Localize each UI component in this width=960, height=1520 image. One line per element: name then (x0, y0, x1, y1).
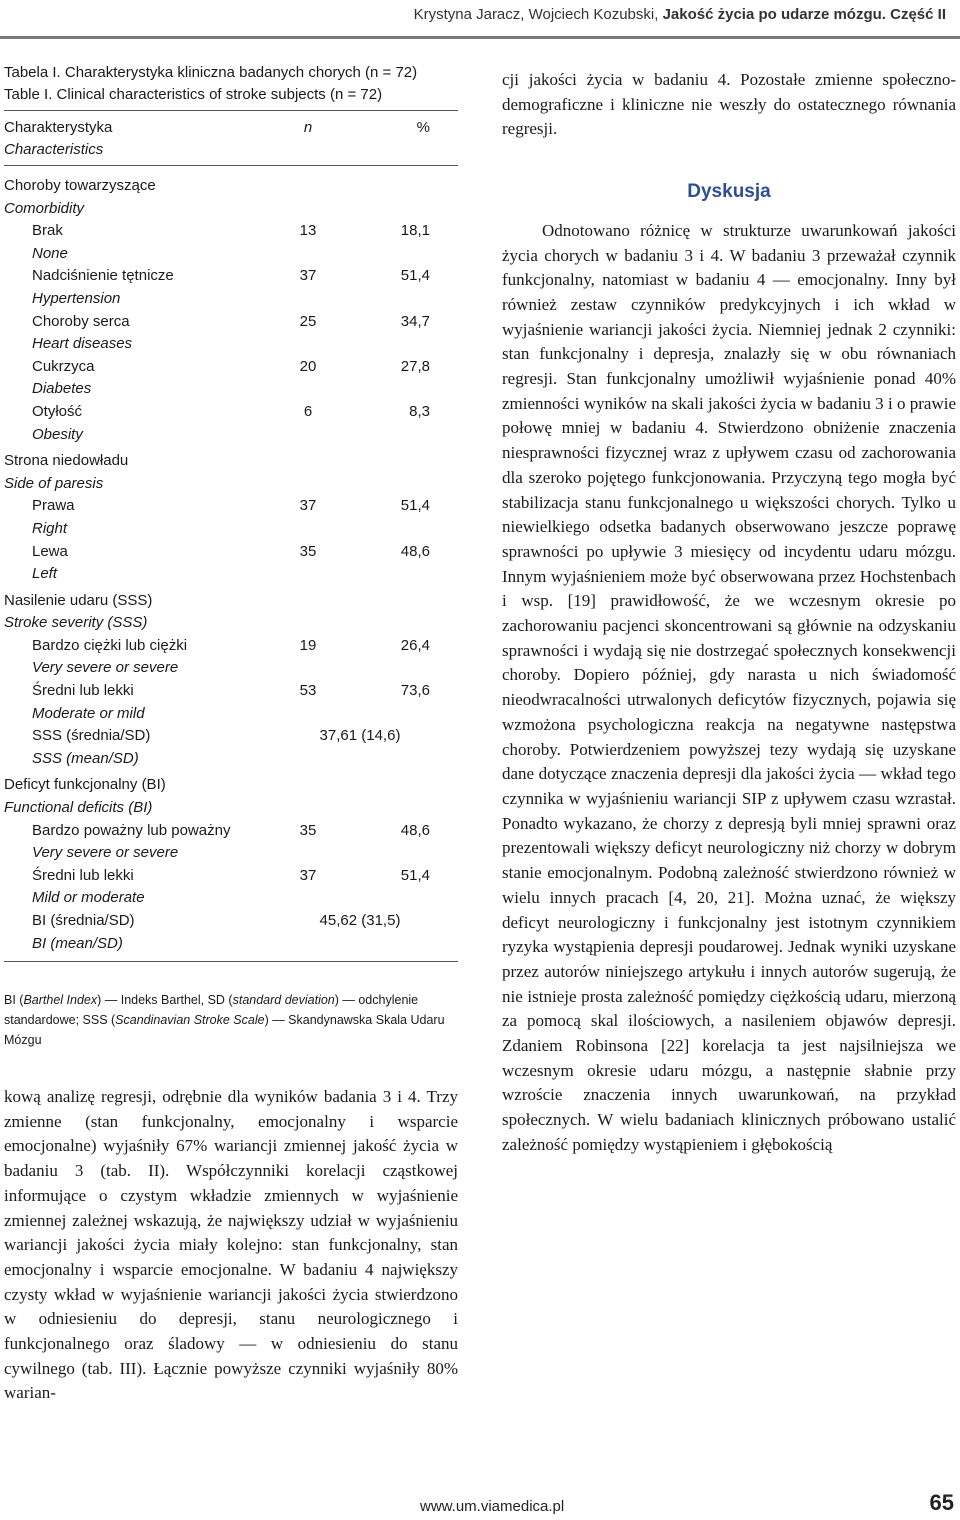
table-row-en: Heart diseases (32, 335, 133, 353)
table-row-en: Obesity (32, 425, 83, 443)
header-title: Jakość życia po udarze mózgu. Część II (662, 6, 946, 23)
table-top-rule (4, 110, 458, 111)
header-rule (0, 36, 960, 39)
running-header (414, 6, 946, 23)
table-bottom-rule (4, 961, 458, 962)
table-row: Otyłość 6 8,3 (32, 402, 430, 420)
group-stroke-severity: Nasilenie udaru (SSS) (4, 591, 153, 609)
table-row-en: Very severe or severe (32, 844, 179, 862)
table-caption-pl: Tabela I. Charakterystyka kliniczna badanych chorych (n = 72) (4, 64, 418, 81)
table-row: Choroby serca 25 34,7 (32, 312, 430, 330)
col-characteristics-en: Characteristics (4, 141, 104, 158)
col-n: n (303, 119, 313, 136)
table-row-en: None (32, 244, 68, 262)
section-title-discussion: Dyskusja (687, 181, 771, 203)
paragraph: Odnotowano różnicę w strukturze uwarunkowań jakości życia chorych w badaniu 3 i 4. W badaniu 3 przeważał czynnik funkcjonalny, natomiast w badaniu 4 — emocjonalny. Inny był również zestaw czynników predykcyjnych i ich wkład w wyjaśnienie wariancji jakości życia. Niemniej jednak 2 czynniki: stan funkcjonalny i depresja, znalazły się w obu równaniach regresji. Stan funkcjonalny umożliwił wyjaśnienie ponad 40% zmienności wyników na skali jakości życia w badaniu 3 i o prawie połowę mniej w badaniu 4. Stwierdzono obniżenie znaczenia niesprawności fizycznej wraz z upływem czasu od zachorowania dla szeroko pojętego funkcjonowania. Przyczyną tego mogła być stabilizacja stanu funkcjonalnego u większości chorych. Tylko u niewielkiego odsetka badanych obserwowano jeszcze poprawę sprawności po upływie 3 miesięcy od incydentu udaru mózgu. Innym wyjaśnieniem może być obserwowana przez Hochstenbach i wsp. [19] prawidłowość, że we wczesnym okresie po zachorowaniu pacjenci skoncentrowani są głównie na odzyskaniu sprawności i wydają się nie dostrzegać społecznych konsekwencji choroby. Dopiero później, gdy narasta u nich świadomość nieodwracalności utrwalonych deficytów fizycznych, pojawia się wzmożona psychologiczna reakcja na negatywne następstwa choroby. Potwierdzeniem powyższej tezy wydają się uzyskane dane dotyczące znaczenia depresji dla jakości życia — wkład tego czynnika w wyjaśnieniu wariancji SIP z upływem czasu wzrastał. Ponadto wykazano, że chorzy z depresją byli mniej sprawni oraz prezentowali większy deficyt neurologiczny niż chorzy w dobrym stanie emocjonalnym. Podobną zależność stwierdzono również w wielu innych pracach [4, 20, 21]. Można uznać, że większy deficyt neurologiczny i funkcjonalny jest istotnym czynnikiem ryzyka wystąpienia depresji poudarowej. Jednak wyniki uzyskane przez autorów niniejszego artykułu i innych autorów sugerują, że nie istnieje prosta zależność pomiędzy ciężkością udaru, mierzoną za pomocą skal ilościowych, a nasileniem objawów depresji. Zdaniem Robinsona [22] korelacja ta jest najsilniejsza we wczesnym okresie udaru mózgu, a następnie słabnie przy wzroście znaczenia innych uwarunkowań, na przykład społecznych. W wielu badaniach klinicznych próbowano ustalić zależność pomiędzy wystąpieniem i głębokością (502, 220, 956, 1154)
table-footnote: BI (Barthel Index) — Indeks Barthel, SD (standard deviation) — odchylenie standardowe; SSS (Scandinavian Stroke Scale) — Skandynawska Skala Udaru Mózgu (4, 993, 445, 1047)
table-row: Średni lub lekki 53 73,6 (32, 682, 430, 700)
group-side-of-paresis: Strona niedowładu (4, 452, 129, 470)
group-functional-deficits: Deficyt funkcjonalny (BI) (4, 776, 166, 794)
group-stroke-severity-en: Stroke severity (SSS) (4, 614, 148, 632)
table-row-en: BI (mean/SD) (32, 934, 123, 952)
footer-url[interactable]: www.um.viamedica.pl (420, 1498, 565, 1515)
table-row: Prawa 37 51,4 (32, 497, 430, 515)
table-row-en: Mild or moderate (32, 889, 145, 907)
col-percent: % (416, 119, 430, 136)
table-caption-en: Table I. Clinical characteristics of stroke subjects (n = 72) (4, 86, 383, 103)
table-row-en: Right (32, 519, 68, 537)
table-row: BI (średnia/SD) 45,62 (31,5) (32, 912, 401, 929)
paragraph: cji jakości życia w badaniu 4. Pozostałe zmienne społeczno-demograficzne i kliniczne nie weszły do ostatecznego równania regresji. (502, 70, 956, 139)
right-column-text (502, 68, 956, 1158)
table-row-en: Very severe or severe (32, 659, 179, 677)
table-row: Bardzo poważny lub poważny 35 48,6 (32, 821, 430, 839)
table-row: Lewa 35 48,6 (32, 542, 430, 560)
table-row: Nadciśnienie tętnicze 37 51,4 (32, 267, 430, 285)
page-number: 65 (929, 1490, 954, 1515)
table-row-en: Hypertension (32, 289, 121, 307)
group-comorbidity-en: Comorbidity (4, 199, 85, 217)
table-row-en: Left (32, 565, 58, 583)
group-functional-deficits-en: Functional deficits (BI) (4, 799, 153, 817)
table-row: Brak 13 18,1 (32, 222, 430, 240)
col-characteristics-pl: Charakterystyka (4, 119, 113, 136)
group-comorbidity: Choroby towarzyszące (4, 177, 156, 194)
table-row: Bardzo ciężki lub ciężki 19 26,4 (32, 636, 430, 654)
left-column-text (4, 1085, 458, 1406)
table-row-en: Diabetes (32, 380, 92, 398)
table-row: Cukrzyca 20 27,8 (32, 357, 430, 375)
table-row: SSS (średnia/SD) 37,61 (14,6) (32, 727, 401, 745)
table-clinical-characteristics (4, 62, 458, 962)
paragraph: kową analizę regresji, odrębnie dla wyników badania 3 i 4. Trzy zmienne (stan funkcjonalny, emocjonalny i wsparcie emocjonalne) wyjaśniły 67% wariancji zmiennej jakość życia w badaniu 3 (tab. II). Współczynniki korelacji cząstkowej informujące o czystym wkładzie zmiennych w wyjaśnienie zmiennej zależnej wskazują, że największy udział w wyjaśnieniu wariancji jakości życia miały kolejno: stan funkcjonalny, stan emocjonalny i wsparcie emocjonalne. W badaniu 4 największy czysty wkład w wyjaśnienie wariancji jakości życia stwierdzono w odniesieniu do depresji, stanu neurologicznego i funkcjonalnego oraz śladowy — w odniesieniu do stanu cywilnego (tab. III). Łącznie powyższe czynniki wyjaśniły 80% warian- (4, 1087, 458, 1403)
table-row: Średni lub lekki 37 51,4 (32, 866, 430, 884)
table-row-en: Moderate or mild (32, 704, 145, 722)
table-row-en: SSS (mean/SD) (32, 749, 139, 767)
header-authors: Krystyna Jaracz, Wojciech Kozubski, (413, 6, 659, 23)
table-header-row-en (4, 139, 458, 161)
group-side-of-paresis-en: Side of paresis (4, 474, 104, 492)
table-header-row (4, 117, 458, 139)
